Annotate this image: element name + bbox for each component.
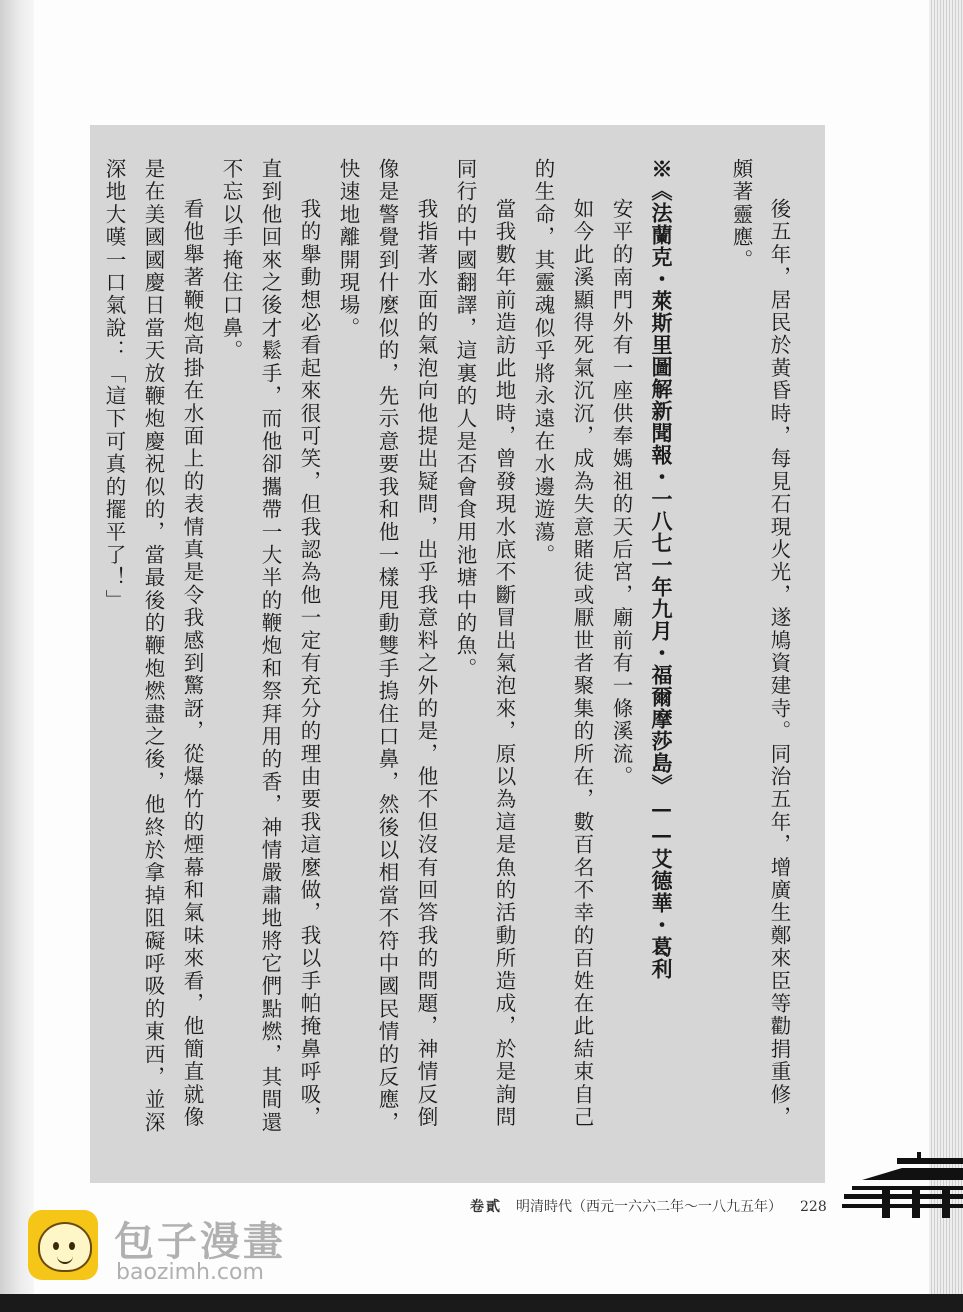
- bun-face-icon: [38, 1222, 92, 1272]
- text-column-12: 我的舉動想必看起來很可笑，但我認為他一定有充分的理由要我這麼做，我以手帕掩鼻呼吸，: [297, 198, 321, 1129]
- text-column-16: 是在美國國慶日當天放鞭炮慶祝似的，當最後的鞭炮燃盡之後，他終於拿掉阻礙呼吸的東西，並深: [141, 158, 165, 1135]
- pagoda-icon: [842, 1150, 963, 1220]
- text-column-8: 同行的中國翻譯，這裏的人是否會食用池塘中的魚。: [453, 158, 477, 681]
- watermark-url: baozimh.com: [116, 1260, 264, 1285]
- text-column-15: 看他舉著鞭炮高掛在水面上的表情真是令我感到驚訝，從爆竹的煙幕和氣味來看，他簡直就像: [180, 198, 204, 1129]
- bun-eye-icon: [53, 1242, 59, 1250]
- page-number: 228: [800, 1199, 827, 1215]
- text-column-5: 如今此溪顯得死氣沉沉，成為失意賭徒或厭世者聚集的所在，數百名不幸的百姓在此結束自己: [570, 198, 594, 1129]
- text-column-2: 頗著靈應。: [729, 158, 753, 272]
- text-column-13: 直到他回來之後才鬆手，而他卻攜帶一大半的鞭炮和祭拜用的香，神情嚴肅地將它們點燃，其間還: [258, 158, 282, 1135]
- text-column-17: 深地大嘆一口氣說：「這下可真的擺平了！」: [102, 158, 126, 612]
- text-column-7: 當我數年前造訪此地時，曾發現水底不斷冒出氣泡來，原以為這是魚的活動所造成，於是詢問: [492, 198, 516, 1129]
- bun-mouth-icon: [57, 1254, 73, 1264]
- page-footer: [470, 1196, 827, 1216]
- text-column-14: 不忘以手掩住口鼻。: [219, 158, 243, 363]
- text-column-4: 安平的南門外有一座供奉媽祖的天后宮，廟前有一條溪流。: [609, 198, 633, 789]
- scan-bottom-border: [0, 1294, 963, 1312]
- site-watermark: [28, 1208, 328, 1288]
- page-binding-shadow: [0, 0, 34, 1312]
- bun-eye-icon: [69, 1242, 75, 1250]
- text-column-1: 後五年，居民於黃昏時，每見石現火光，遂鳩資建寺。同治五年，增廣生鄭來臣等勸捐重修，: [767, 198, 791, 1129]
- text-column-9: 我指著水面的氣泡向他提出疑問，出乎我意料之外的是，他不但沒有回答我的問題，神情反倒: [414, 198, 438, 1129]
- volume-label: 卷貳: [470, 1199, 502, 1215]
- text-column-11: 快速地離開現場。: [336, 158, 360, 340]
- page-stack-edge: [929, 0, 963, 1312]
- bun-logo-icon: [28, 1210, 98, 1280]
- source-title-column: ※《法蘭克・萊斯里圖解新聞報・一八七一年九月・福爾摩莎島》——艾德華・葛利: [649, 158, 674, 980]
- text-column-10: 像是警覺到什麼似的，先示意要我和他一樣甩動雙手摀住口鼻，然後以相當不符中國民情的反應，: [375, 158, 399, 1135]
- period-label: 明清時代（西元一六六二年～一八九五年）: [516, 1199, 782, 1215]
- text-column-6: 的生命，其靈魂似乎將永遠在水邊遊蕩。: [531, 158, 555, 567]
- watermark-title: 包子漫畫: [114, 1219, 286, 1265]
